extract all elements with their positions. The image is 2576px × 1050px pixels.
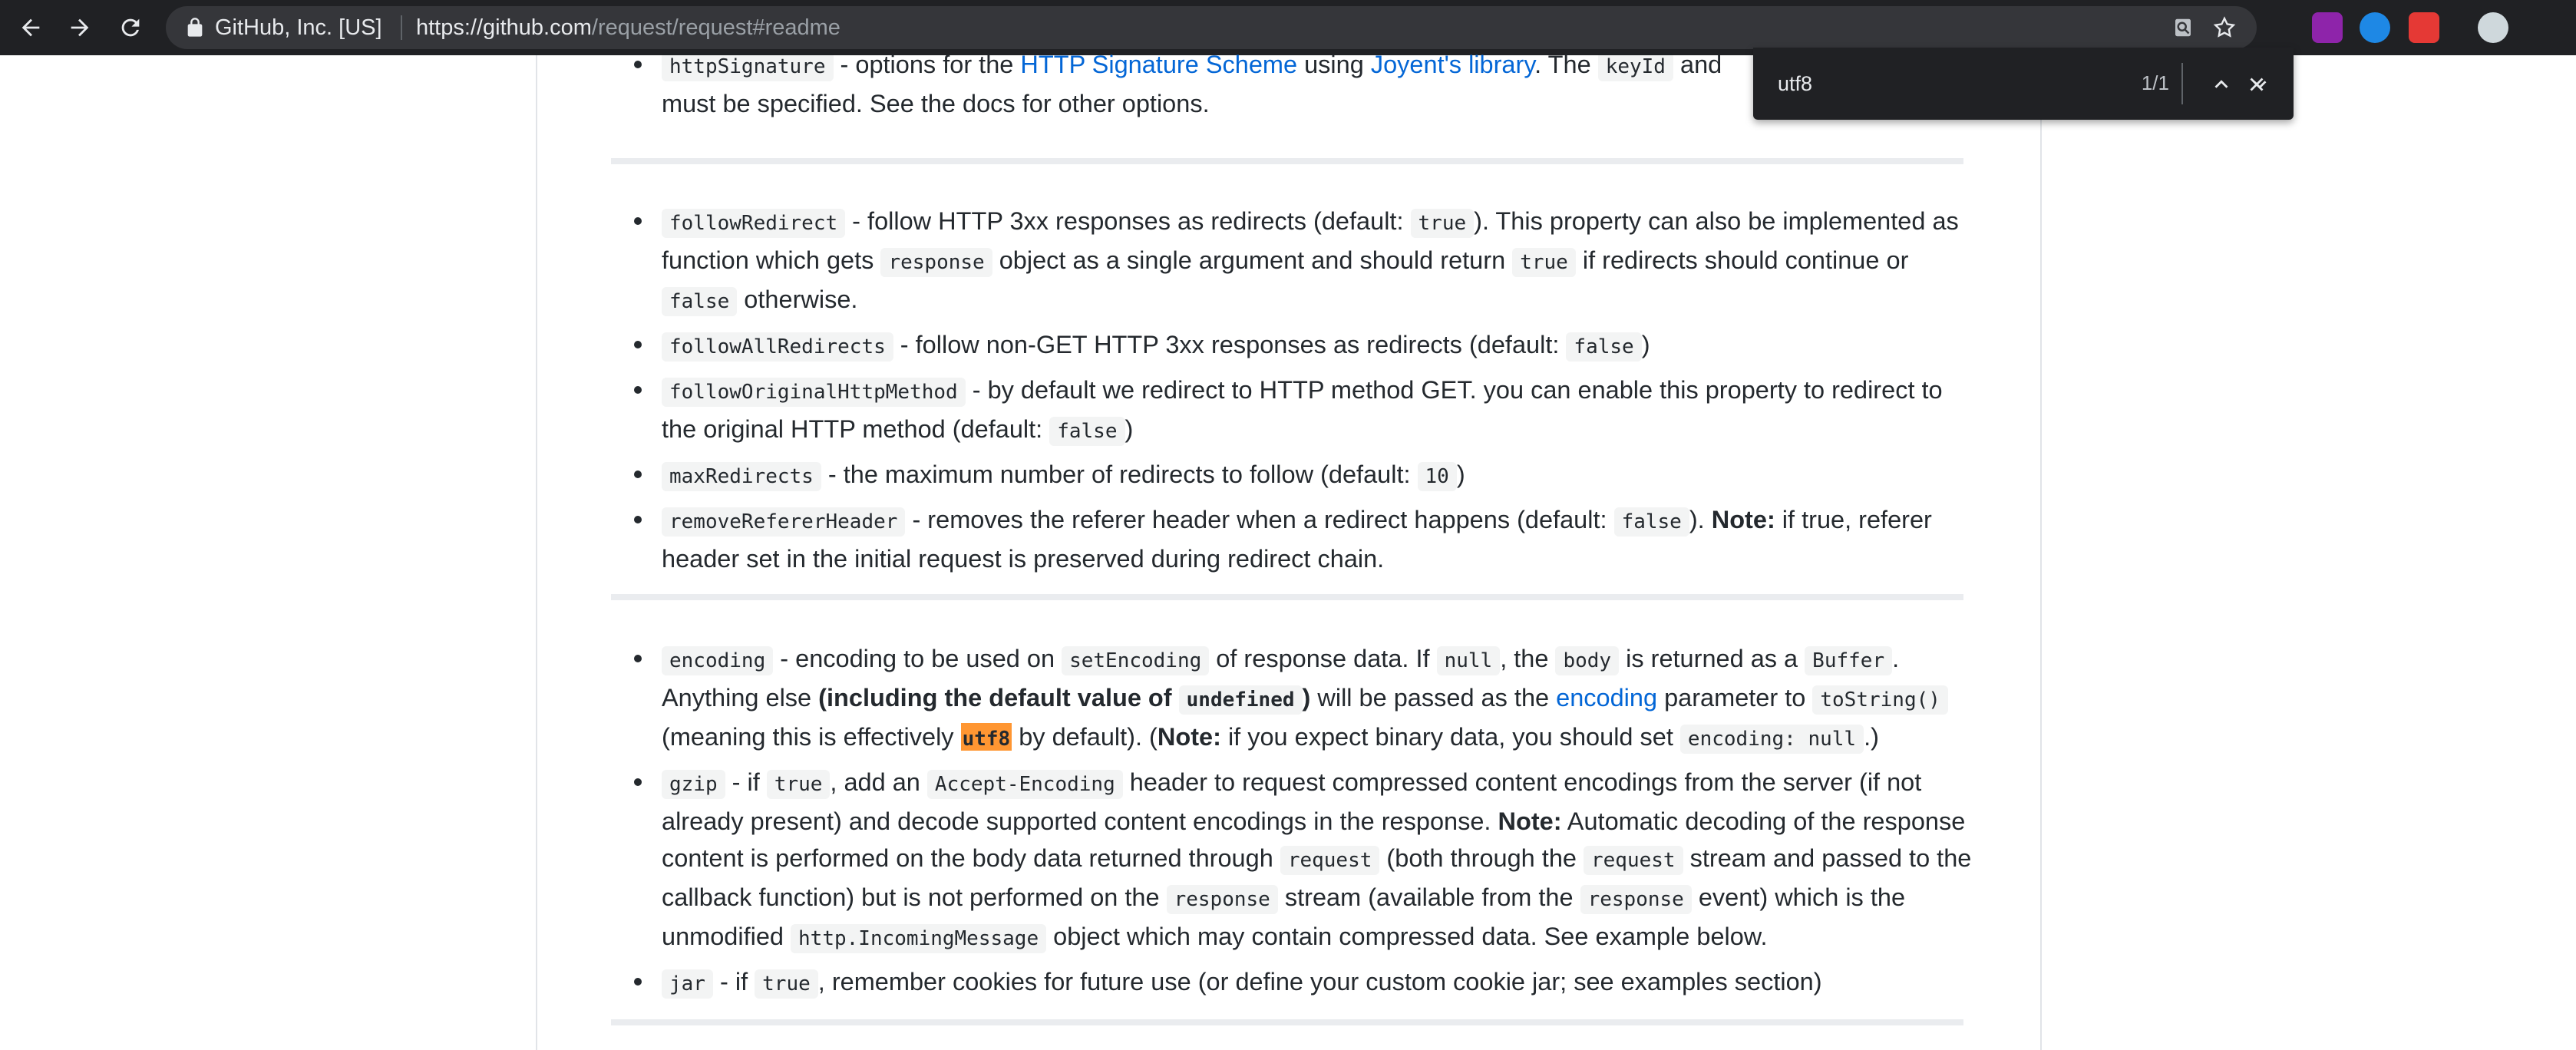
url-host: https://github.com (416, 15, 592, 40)
list-item: maxRedirects - the maximum number of redirects to follow (default: 10 ) (537, 456, 1973, 495)
extension-red-icon[interactable] (2409, 12, 2439, 43)
encoding-link[interactable]: encoding (1556, 684, 1658, 712)
extension-purple-icon[interactable] (2312, 12, 2343, 43)
redirect-options-list (537, 203, 2040, 583)
encoding-options-list (537, 640, 2040, 1009)
reload-icon (117, 15, 144, 41)
forward-button[interactable] (61, 9, 98, 46)
chevron-up-icon (2210, 73, 2233, 96)
find-match-count: 1/1 (2141, 71, 2169, 94)
divider (611, 158, 1963, 164)
readme-article (536, 51, 2042, 1050)
arrow-right-icon (67, 15, 93, 41)
list-item: gzip - if true , add an Accept-Encoding header to request compressed content encodings from the server (if not already present) and decode supported content encodings in the response. Note: Automatic decoding of the response content is performed on the body data returned through request (both through the request stream and passed to the callback function) but is not performed on the response stream (available from the response event) which is the unmodified http.IncomingMessage object which may contain compressed data. See example below. (537, 764, 1973, 957)
bookmark-star-icon[interactable] (2211, 14, 2238, 41)
address-bar[interactable] (166, 6, 2257, 49)
find-close-button[interactable] (2240, 68, 2274, 101)
omnibox-separator (401, 15, 402, 40)
find-input[interactable] (1776, 64, 2071, 103)
extension-globe-icon[interactable] (2360, 12, 2390, 43)
back-button[interactable] (12, 9, 49, 46)
list-item: followOriginalHttpMethod - by default we redirect to HTTP method GET. you can enable this property to redirect to the original HTTP method (default: false ) (537, 371, 1973, 450)
site-identity[interactable]: GitHub, Inc. [US] (215, 15, 382, 40)
http-signature-scheme-link[interactable]: HTTP Signature Scheme (1020, 51, 1298, 78)
reload-button[interactable] (112, 9, 149, 46)
arrow-left-icon (18, 15, 44, 41)
list-item: jar - if true , remember cookies for future use (or define your custom cookie jar; see examples section) (537, 963, 1973, 1002)
list-item: httpSignature - options for the HTTP Signature Scheme using Joyent's library. The keyId and must be specified. See the docs for other options. (537, 46, 1973, 122)
list-item: encoding - encoding to be used on setEncoding of response data. If null , the body is returned as a Buffer . Anything else (including the default value of undefined ) will be passed as the encoding parameter to toString() (meaning this is effectively utf8 by default). (Note: if you expect binary data, you should set encoding: null .) (537, 640, 1973, 758)
url-text[interactable] (416, 6, 841, 49)
list-item: removeRefererHeader - removes the referer header when a redirect happens (default: false ). Note: if true, referer header set in the initial request is preserved during redirect chain. (537, 501, 1973, 577)
code-inline: httpSignature (662, 52, 834, 81)
lock-icon (184, 17, 206, 38)
code-inline: keyId (1598, 52, 1673, 81)
find-previous-button[interactable] (2204, 68, 2238, 101)
list-item: followAllRedirects - follow non-GET HTTP 3xx responses as redirects (default: false ) (537, 326, 1973, 365)
divider (611, 1019, 1963, 1025)
close-icon (2245, 73, 2268, 96)
find-separator (2181, 63, 2183, 104)
find-bar (1753, 48, 2294, 120)
divider (611, 594, 1963, 600)
find-in-page-icon[interactable] (2169, 14, 2197, 41)
url-path: /request/request#readme (591, 15, 841, 40)
joyent-library-link[interactable]: Joyent's library (1370, 51, 1535, 78)
profile-avatar[interactable] (2478, 12, 2508, 43)
list-item: followRedirect - follow HTTP 3xx responses as redirects (default: true ). This property can also be implemented as function which gets response object as a single argument and should return true if redirects should continue or false otherwise. (537, 203, 1973, 320)
find-match-highlight: utf8 (961, 723, 1012, 751)
